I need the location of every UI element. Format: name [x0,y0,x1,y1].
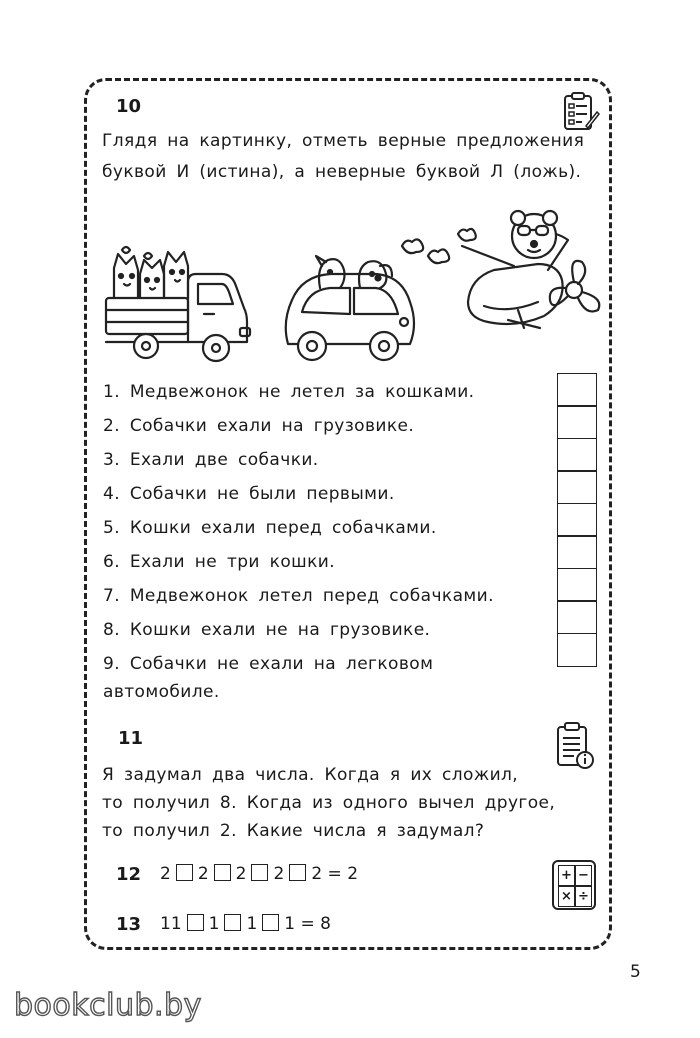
answer-box-3[interactable] [557,438,597,472]
multiply-key: × [558,886,575,907]
answer-box-4[interactable] [557,470,597,504]
calculator-icon [552,860,596,910]
answer-box-6[interactable] [557,535,597,569]
statement-2: 2. Собачки ехали на грузовике. [103,416,415,436]
watermark: bookclub.by [14,988,202,1023]
statement-9-continuation: автомобиле. [103,682,220,702]
statement-8: 8. Кошки ехали не на грузовике. [103,620,431,640]
task-12-equation [160,864,358,884]
statement-7: 7. Медвежонок летел перед собачками. [103,586,494,606]
clipboard-info-icon [556,722,596,770]
page-number: 5 [630,962,641,982]
task-11-line-1: Я задумал два числа. Когда я их сложил, [102,765,519,785]
term: 1 [246,914,258,934]
bear-on-plane-illustration [398,206,604,334]
task-13-equation [160,914,331,934]
answer-box-1[interactable] [557,373,597,407]
minus-key: − [575,865,592,886]
term: 2 [197,864,209,884]
operator-box[interactable] [224,914,241,931]
result: = 8 [300,914,331,934]
statement-5: 5. Кошки ехали перед собачками. [103,518,437,538]
answer-box-7[interactable] [557,568,597,602]
statement-9: 9. Собачки не ехали на легковом [103,654,434,674]
term: 1 [208,914,220,934]
task-13-number: 13 [116,914,142,935]
task-11-number: 11 [118,728,144,749]
term: 2 [235,864,247,884]
operator-box[interactable] [214,864,231,881]
task-10-number: 10 [116,96,142,117]
divide-key: ÷ [575,886,592,907]
answer-boxes [557,374,597,667]
operator-box[interactable] [187,914,204,931]
statement-3: 3. Ехали две собачки. [103,450,319,470]
plus-key: + [558,865,575,886]
statement-1: 1. Медвежонок не летел за кошками. [103,382,475,402]
task-11-line-2: то получил 8. Когда из одного вычел другое, [102,793,556,813]
truck-with-kittens-illustration [104,236,254,366]
term: 11 [160,914,182,934]
term: 2 [273,864,285,884]
answer-box-8[interactable] [557,600,597,634]
term: 2 [311,864,323,884]
answer-box-2[interactable] [557,405,597,439]
statement-6: 6. Ехали не три кошки. [103,552,336,572]
task-12-number: 12 [116,864,142,885]
statement-4: 4. Собачки не были первыми. [103,484,395,504]
term: 1 [284,914,296,934]
result: = 2 [327,864,359,884]
term: 2 [160,864,171,884]
operator-box[interactable] [251,864,268,881]
answer-box-5[interactable] [557,503,597,537]
task-11-line-3: то получил 2. Какие числа я задумал? [102,821,485,841]
task-10-instruction-line-1: Глядя на картинку, отметь верные предложения [102,131,585,151]
answer-box-9[interactable] [557,633,597,667]
operator-box[interactable] [176,864,193,881]
operator-box[interactable] [262,914,279,931]
operator-box[interactable] [289,864,306,881]
task-10-instruction-line-2: буквой И (истина), а неверные буквой Л (ложь). [102,162,582,182]
